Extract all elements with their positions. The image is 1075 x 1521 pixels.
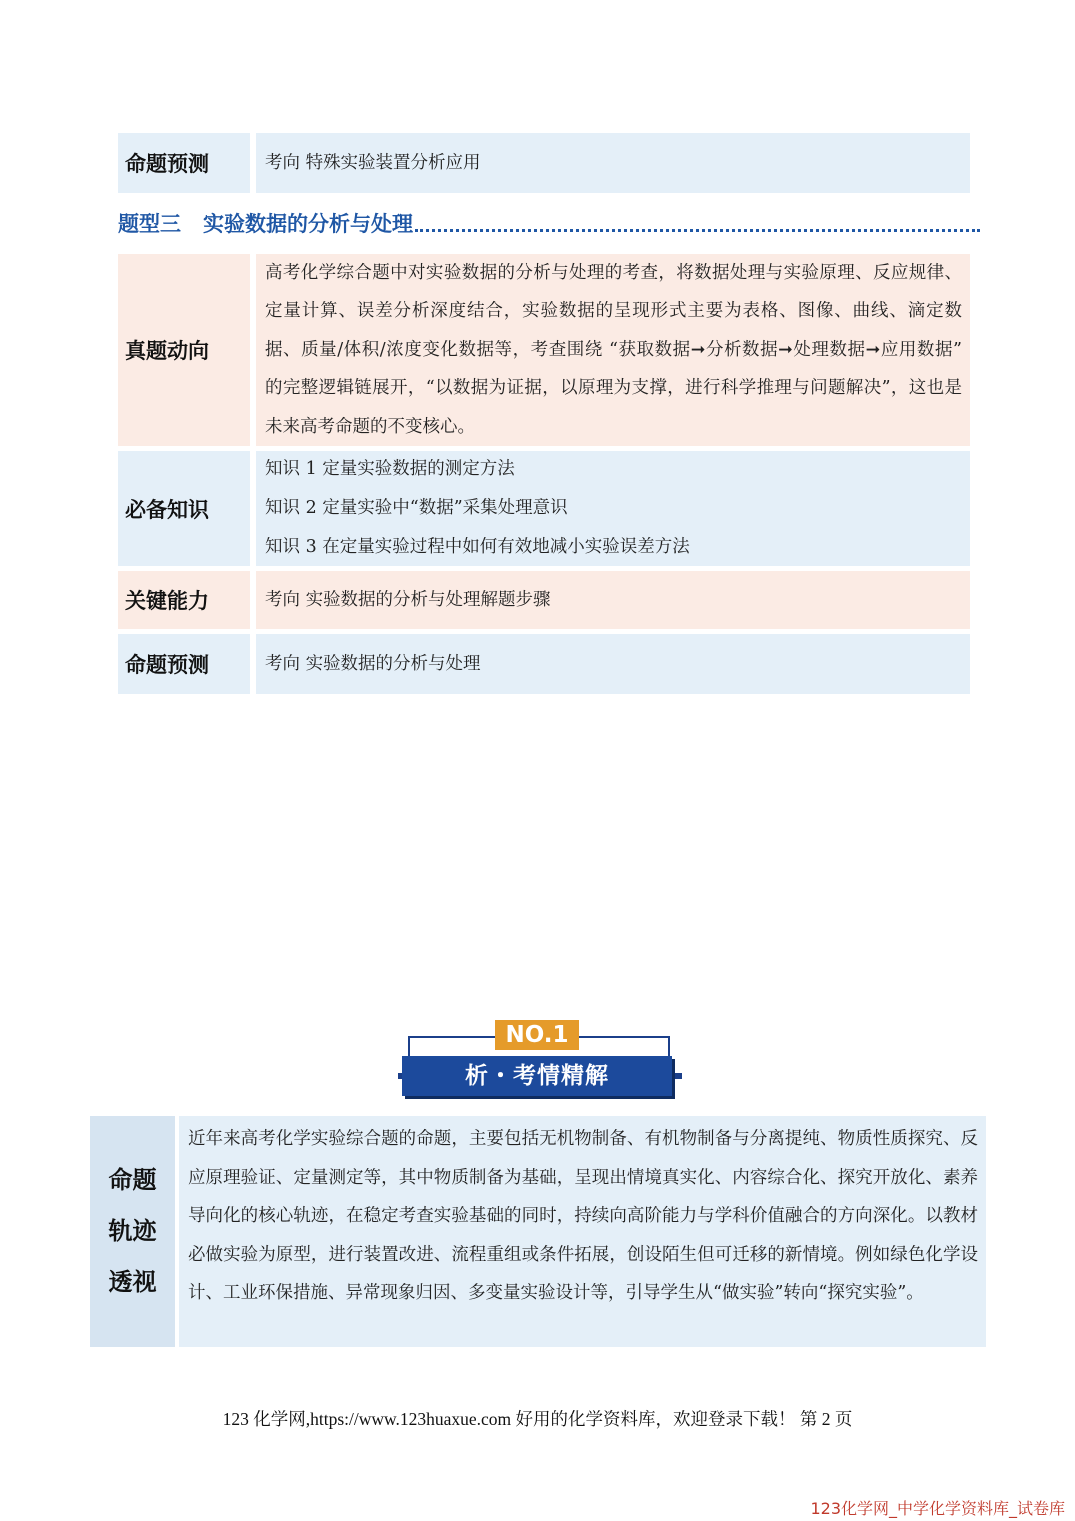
knowledge-item: 知识 3 在定量实验过程中如何有效地减小实验误差方法 — [265, 537, 690, 557]
section-number: 题型三 — [118, 212, 181, 236]
banner-title: 析・考情精解 — [402, 1056, 672, 1096]
row-text: 考向 实验数据的分析与处理解题步骤 — [265, 589, 551, 610]
table-row-prediction-2 — [118, 634, 970, 694]
track-label — [90, 1116, 175, 1347]
row-text: 考向 特殊实验装置分析应用 — [265, 152, 481, 173]
knowledge-item: 知识 1 定量实验数据的测定方法 — [265, 459, 515, 479]
track-label-line: 透视 — [108, 1268, 157, 1296]
row-label: 必备知识 — [118, 451, 250, 566]
dotted-leader — [415, 229, 980, 232]
row-paragraph: 高考化学综合题中对实验数据的分析与处理的考查，将数据处理与实验原理、反应规律、定量计算、误差分析深度结合，实验数据的呈现形式主要为表格、图像、曲线、滴定数据、质量/体积/浓度变化数据等，考查围绕 “获取数据➞分析数据➞处理数据➞应用数据” 的完整逻辑链展开，“以数据为证据，以原理为支撑，进行科学推理与问题解决”，这也是未来高考命题的不变核心。 — [265, 262, 962, 437]
table-row-trends — [118, 254, 970, 446]
track-label-line: 轨迹 — [108, 1217, 157, 1245]
row-label: 命题预测 — [118, 634, 250, 694]
banner-badge: NO.1 — [495, 1020, 579, 1050]
section-title: 实验数据的分析与处理 — [203, 212, 413, 236]
section-heading — [118, 208, 980, 238]
watermark-text: 123化学网_中学化学资料库_试卷库 — [810, 1499, 1065, 1518]
page-footer: 123 化学网,https://www.123huaxue.com 好用的化学资料库，欢迎登录下载！ 第 2 页 — [222, 1409, 853, 1429]
knowledge-item: 知识 2 定量实验中“数据”采集处理意识 — [265, 498, 568, 518]
section-banner — [398, 1018, 683, 1098]
table-row-prediction-1 — [118, 133, 970, 193]
table-row-knowledge — [118, 451, 970, 566]
row-label: 真题动向 — [118, 254, 250, 446]
track-panel — [90, 1116, 986, 1347]
track-text: 近年来高考化学实验综合题的命题，主要包括无机物制备、有机物制备与分离提纯、物质性质探究、反应原理验证、定量测定等，其中物质制备为基础，呈现出情境真实化、内容综合化、探究开放化、素养导向化的核心轨迹，在稳定考查实验基础的同时，持续向高阶能力与学科价值融合的方向深化。以教材必做实验为原型，进行装置改进、流程重组或条件拓展，创设陌生但可迁移的新情境。例如绿色化学设计、工业环保措施、异常现象归因、多变量实验设计等，引导学生从“做实验”转向“探究实验”。 — [179, 1116, 986, 1347]
table-row-ability — [118, 571, 970, 629]
track-label-line: 命题 — [108, 1166, 157, 1194]
row-label: 命题预测 — [118, 133, 250, 193]
row-label: 关键能力 — [118, 571, 250, 629]
row-text: 考向 实验数据的分析与处理 — [265, 653, 481, 674]
